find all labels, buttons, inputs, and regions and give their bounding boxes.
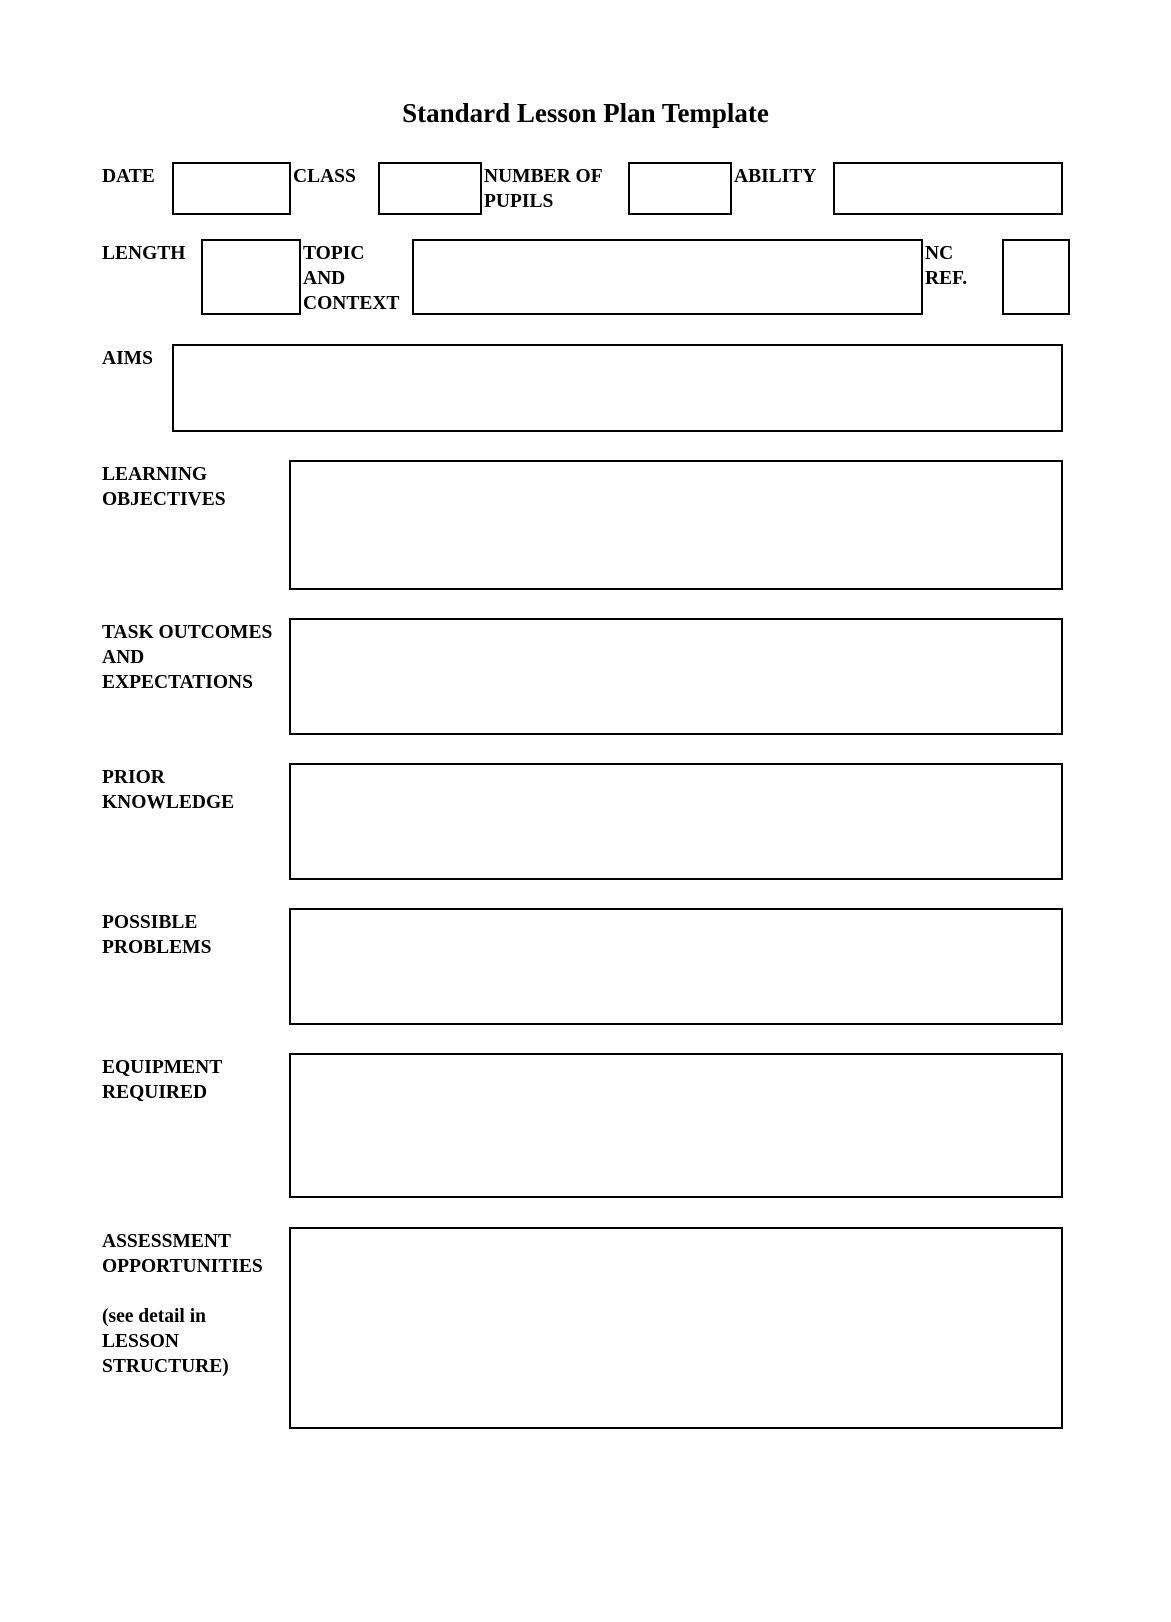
length-label: LENGTH: [102, 243, 186, 264]
topic-and-context-field[interactable]: [412, 239, 923, 315]
prior-knowledge-label: PRIOR KNOWLEDGE: [102, 767, 235, 813]
date-field[interactable]: [172, 162, 291, 215]
assessment-opportunities-label: ASSESSMENT OPPORTUNITIES (see detail in LESSON STRUCTURE): [102, 1231, 263, 1377]
equipment-required-label: EQUIPMENT REQUIRED: [102, 1057, 223, 1103]
assessment-opportunities-field[interactable]: [289, 1227, 1063, 1429]
number-of-pupils-label: NUMBER OF PUPILS: [484, 166, 603, 212]
possible-problems-label: POSSIBLE PROBLEMS: [102, 912, 212, 958]
class-label: CLASS: [293, 166, 356, 187]
task-outcomes-field[interactable]: [289, 618, 1063, 735]
aims-label: AIMS: [102, 348, 153, 369]
ability-label: ABILITY: [734, 166, 817, 187]
task-outcomes-label: TASK OUTCOMES AND EXPECTATIONS: [102, 622, 273, 693]
learning-objectives-label: LEARNING OBJECTIVES: [102, 464, 226, 510]
topic-and-context-label: TOPIC AND CONTEXT: [303, 243, 400, 314]
nc-ref-label: NC REF.: [925, 243, 968, 289]
number-of-pupils-field[interactable]: [628, 162, 732, 215]
ability-field[interactable]: [833, 162, 1063, 215]
nc-ref-field[interactable]: [1002, 239, 1070, 315]
class-field[interactable]: [378, 162, 482, 215]
equipment-required-field[interactable]: [289, 1053, 1063, 1198]
possible-problems-field[interactable]: [289, 908, 1063, 1025]
aims-field[interactable]: [172, 344, 1063, 432]
length-field[interactable]: [201, 239, 301, 315]
date-label: DATE: [102, 166, 155, 187]
learning-objectives-field[interactable]: [289, 460, 1063, 590]
page-title: Standard Lesson Plan Template: [402, 98, 769, 128]
prior-knowledge-field[interactable]: [289, 763, 1063, 880]
